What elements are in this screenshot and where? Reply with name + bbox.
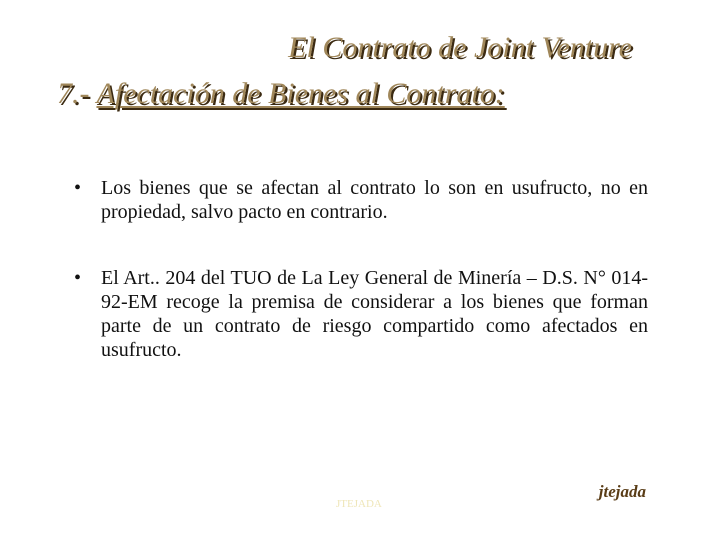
slide-title-line-1: El Contrato de Joint Venture [288,31,632,64]
bullet-marker: • [74,177,82,199]
bullet-item [72,176,648,224]
bullet-item [72,266,648,362]
section-heading: Afectación de Bienes al Contrato: [96,77,505,110]
slide-title-line-2 [57,77,505,111]
bullet-list [72,176,648,362]
footer-author: jtejada [598,482,646,501]
bullet-text: El Art.. 204 del TUO de La Ley General de Minería – D.S. N° 014-92-EM recoge la premisa de considerar a los bienes que forman parte de un contrato de riesgo compartido como afectados en usufructo. [101,267,648,361]
section-number: 7.- [57,77,97,110]
bullet-text: Los bienes que se afectan al contrato lo son en usufructo, no en propiedad, salvo pacto en contrario. [101,177,648,223]
bullet-marker: • [74,267,82,289]
footer-watermark: JTEJADA [336,498,382,510]
